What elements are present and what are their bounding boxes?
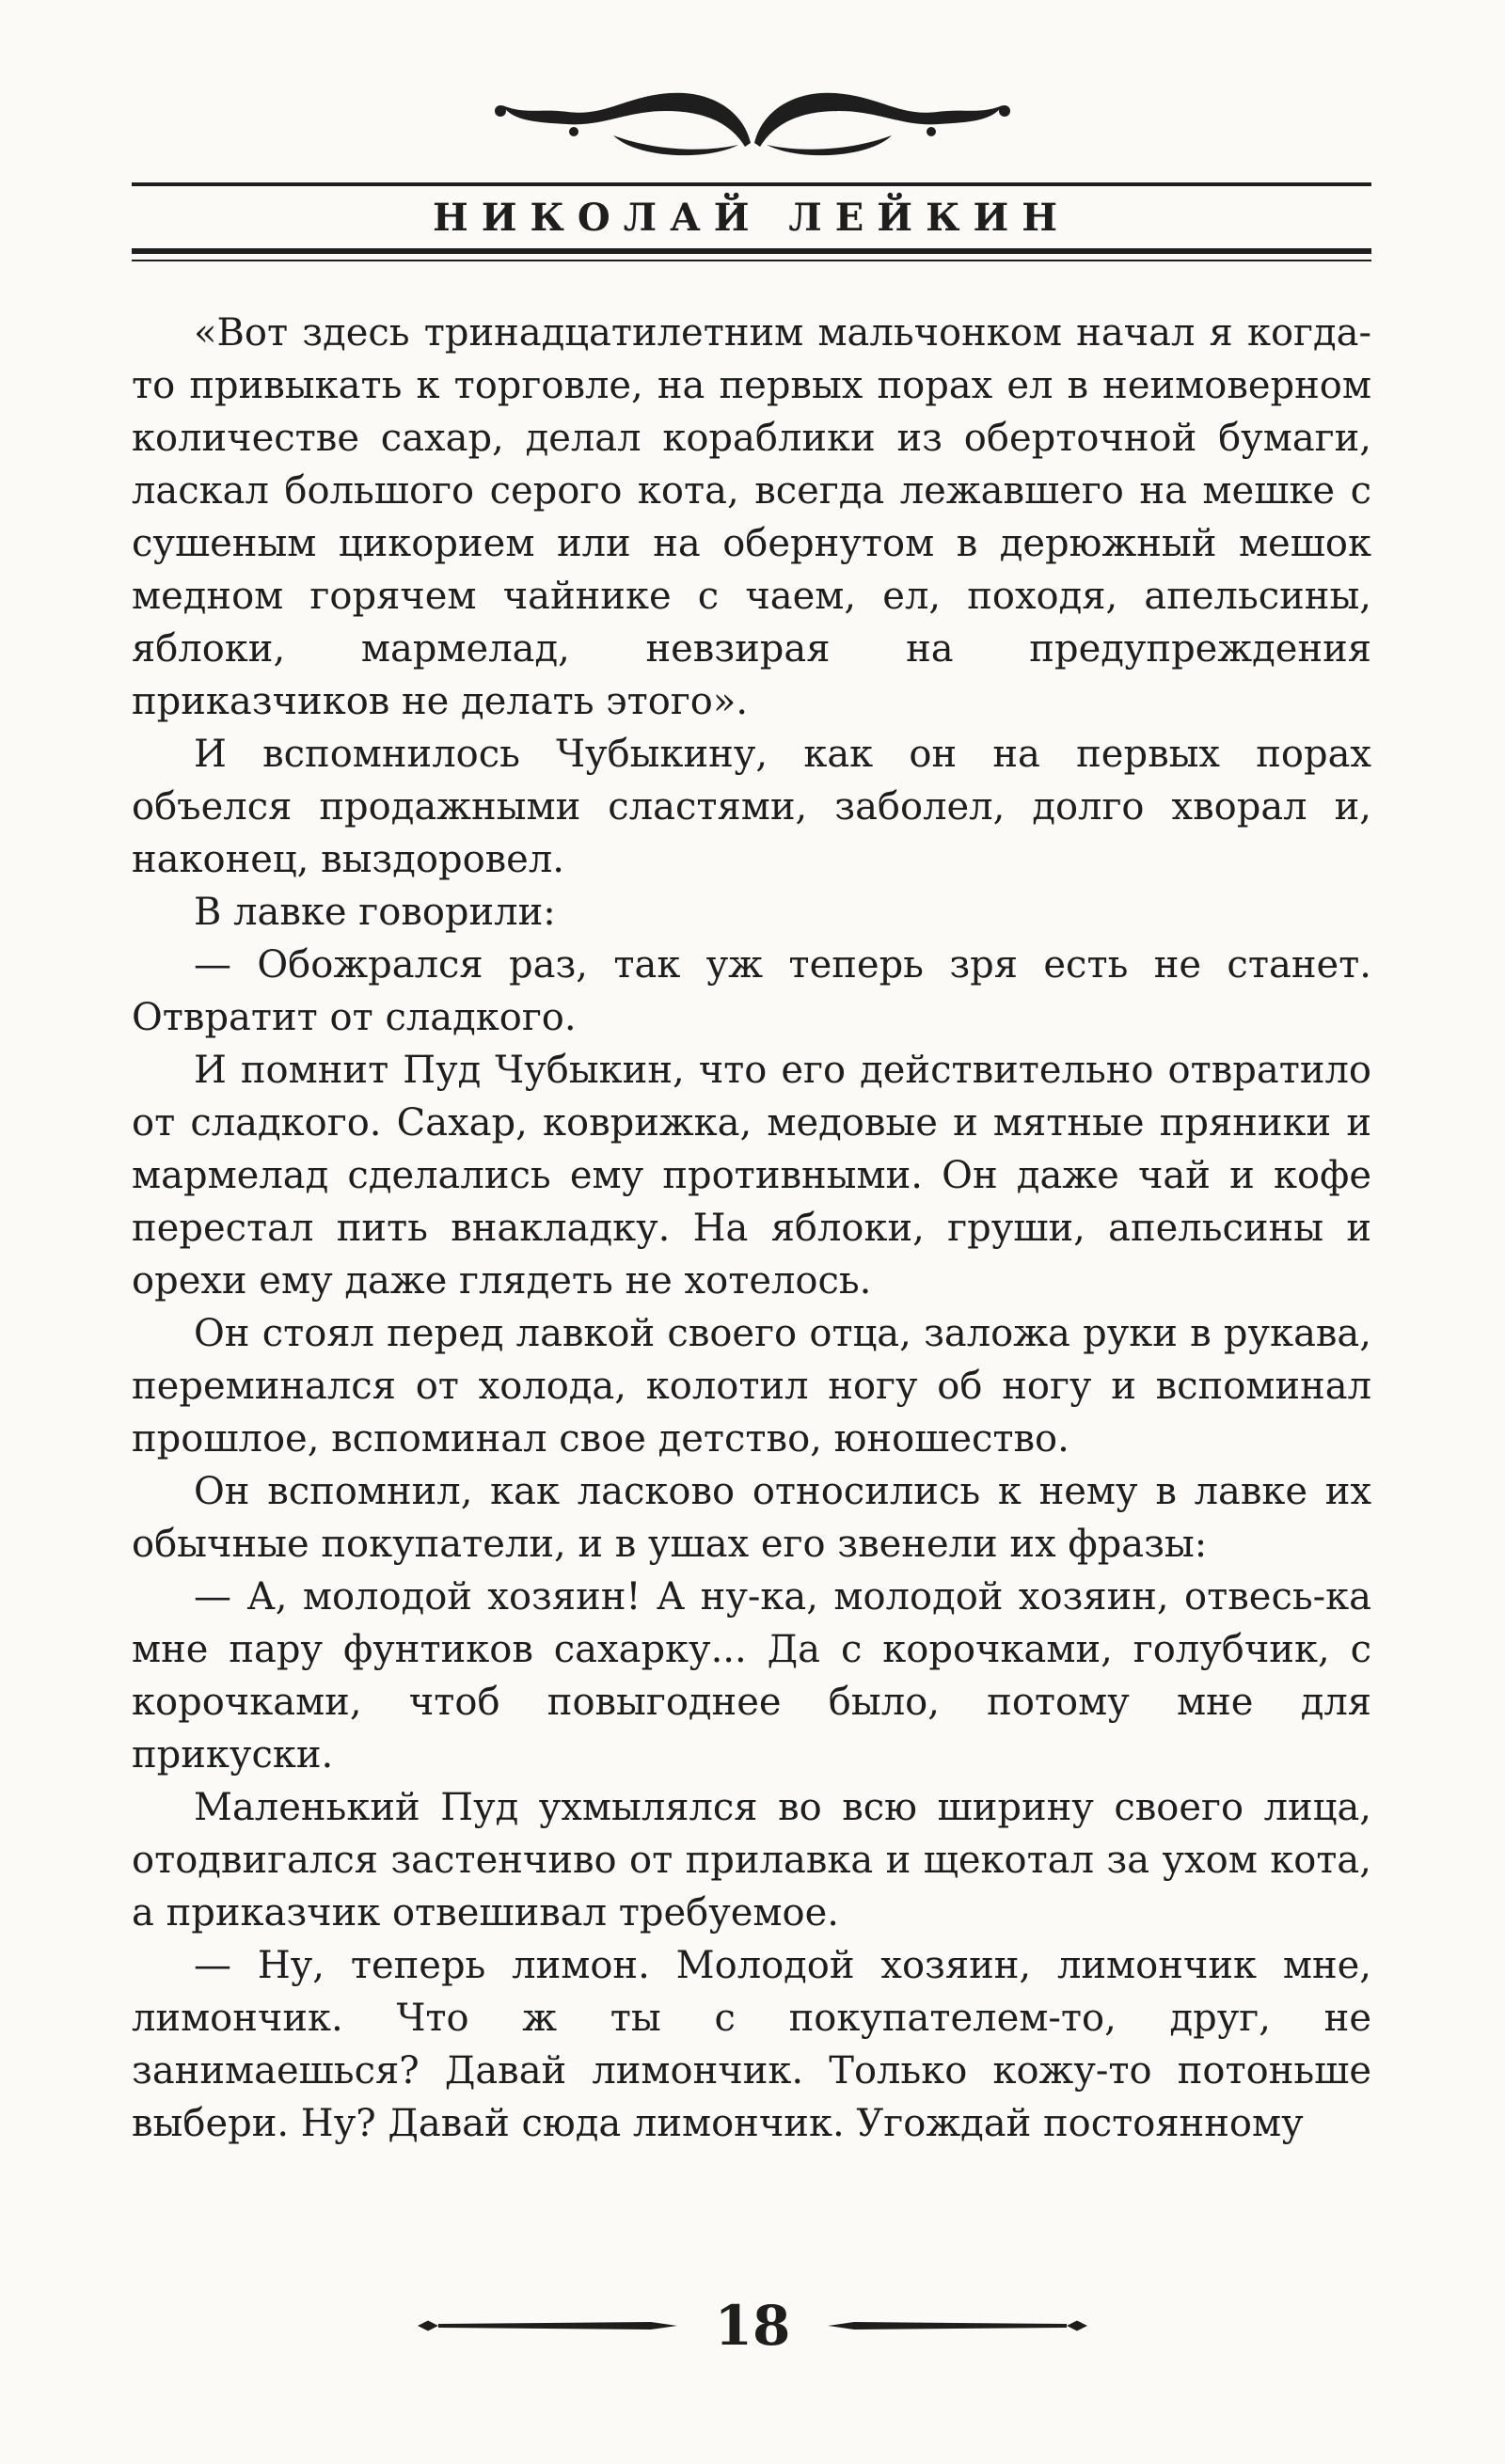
paragraph: И вспомнилось Чубыкину, как он на первых порах объелся продажными сластями, заболел, долго хворал и, наконец, выздоровел. [132,733,1371,881]
page-number: 18 [714,2294,791,2358]
paragraph: — А, молодой хозяин! А ну-ка, молодой хозяин, отвесь-ка мне пару фунтиков сахарку... Да с корочками, голубчик, с корочками, чтоб повыгоднее было, потому мне для прикуски. [132,1575,1371,1777]
paragraph: И помнит Пуд Чубыкин, что его действительно отвратило от сладкого. Сахар, коврижка, медовые и мятные пряники и мармелад сделались ему противными. Он даже чай и кофе перестал пить внакладку. На яблоки, груши, апельсины и орехи ему даже глядеть не хотелось. [132,1049,1371,1303]
footer-rule-right-icon [826,2317,1089,2334]
paragraph: Он вспомнил, как ласково относились к нему в лавке их обычные покупатели, и в ушах его звенели их фразы: [132,1470,1371,1566]
running-head [132,182,1371,261]
paragraph: Он стоял перед лавкой своего отца, заложа руки в рукава, переминался от холода, колотил ногу об ногу и вспоминал прошлое, вспоминал свое детство, юношество. [132,1312,1371,1461]
paragraph: В лавке говорили: [194,891,556,934]
page-text-block [132,307,1371,2150]
header-rule-bottom-thin [132,260,1371,261]
mirrored-flourish-icon [489,79,1016,168]
header-rule-top [132,182,1371,186]
author-name: НИКОЛАЙ ЛЕЙКИН [432,196,1071,240]
paragraph: «Вот здесь тринадцатилетним мальчонком начал я когда-то привыкать к торговле, на первых порах ел в неимоверном количестве сахар, делал кораблики из оберточной бумаги, ласкал большого серого кота, всегда лежавшего на мешке с сушеным цикорием или на обернутом в дерюжный мешок медном горячем чайнике с чаем, ел, походя, апельсины, яблоки, мармелад, невзирая на предупреждения приказчиков не делать этого». [132,311,1371,723]
paragraph: — Ну, теперь лимон. Молодой хозяин, лимончик мне, лимончик. Что ж ты с покупателем-то, друг, не занимаешься? Давай лимончик. Только кожу-то потоньше выбери. Ну? Давай сюда лимончик. Угождай постоянному [132,1944,1371,2145]
paragraph: — Обожрался раз, так уж теперь зря есть не станет. Отвратит от сладкого. [132,943,1371,1039]
footer-rule-left-icon [416,2317,679,2334]
page-footer [0,2293,1505,2359]
paragraph: Маленький Пуд ухмылялся во всю ширину своего лица, отодвигался застенчиво от прилавка и щекотал за ухом кота, а приказчик отвешивал требуемое. [132,1786,1371,1935]
header-ornament [0,79,1505,168]
header-rule-bottom-thick [132,248,1371,254]
